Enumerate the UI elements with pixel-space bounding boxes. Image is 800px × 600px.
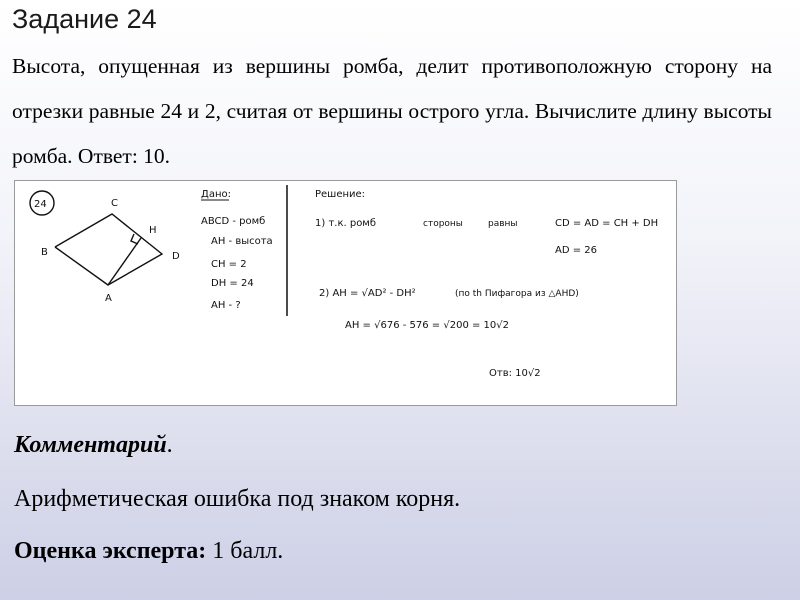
task-title: Задание 24 (12, 4, 157, 34)
right-angle-mark (131, 234, 138, 244)
handwritten-solution-scan (14, 180, 677, 406)
height-ah (108, 238, 141, 285)
solution-step1-c: равны (488, 219, 518, 229)
rhombus-figure (55, 214, 162, 285)
grade-value: 1 балл. (206, 538, 284, 564)
problem-statement: Высота, опущенная из вершины ромба, делит противоположную сторону на отрезки равные 24 и 2, считая от вершины острого угла. Вычислите длину высоты ромба. Ответ: 10. (12, 54, 772, 168)
point-c-label: C (111, 198, 118, 209)
given-line-2: AH - высота (211, 236, 273, 247)
comment-label-dot: . (166, 432, 173, 458)
point-a-label: A (105, 293, 112, 304)
solution-header: Решение: (315, 189, 366, 200)
point-h-label: H (149, 225, 157, 236)
point-d-label: D (172, 251, 180, 262)
solution-step2-b: (по th Пифагора из △AHD) (455, 289, 579, 299)
comment-label: Комментарий (14, 432, 167, 458)
expert-grade (14, 538, 283, 565)
solution-step1-b: стороны (423, 219, 463, 229)
comment-heading (14, 432, 173, 459)
given-line-3: CH = 2 (211, 259, 247, 270)
solution-step2-a: 2) AH = √AD² - DH² (319, 288, 416, 299)
solution-step2-c: AH = √676 - 576 = √200 = 10√2 (345, 320, 509, 331)
given-line-4: DH = 24 (211, 278, 254, 289)
solution-answer: Отв: 10√2 (489, 368, 541, 379)
grade-label: Оценка эксперта: (14, 538, 207, 564)
solution-step1-a: 1) т.к. ромб (315, 218, 377, 229)
solution-step1-d: CD = AD = CH + DH (555, 218, 659, 229)
rhombus-outline (55, 214, 162, 285)
solution-drawing (15, 181, 678, 407)
solution-step1-e: AD = 26 (555, 245, 598, 256)
point-b-label: B (41, 247, 48, 258)
comment-text: Арифметическая ошибка под знаком корня. (14, 486, 461, 512)
given-header: Дано: (201, 189, 231, 200)
task-number-label: 24 (34, 199, 47, 210)
given-line-5: AH - ? (211, 300, 241, 311)
given-line-1: ABCD - ромб (201, 216, 266, 227)
